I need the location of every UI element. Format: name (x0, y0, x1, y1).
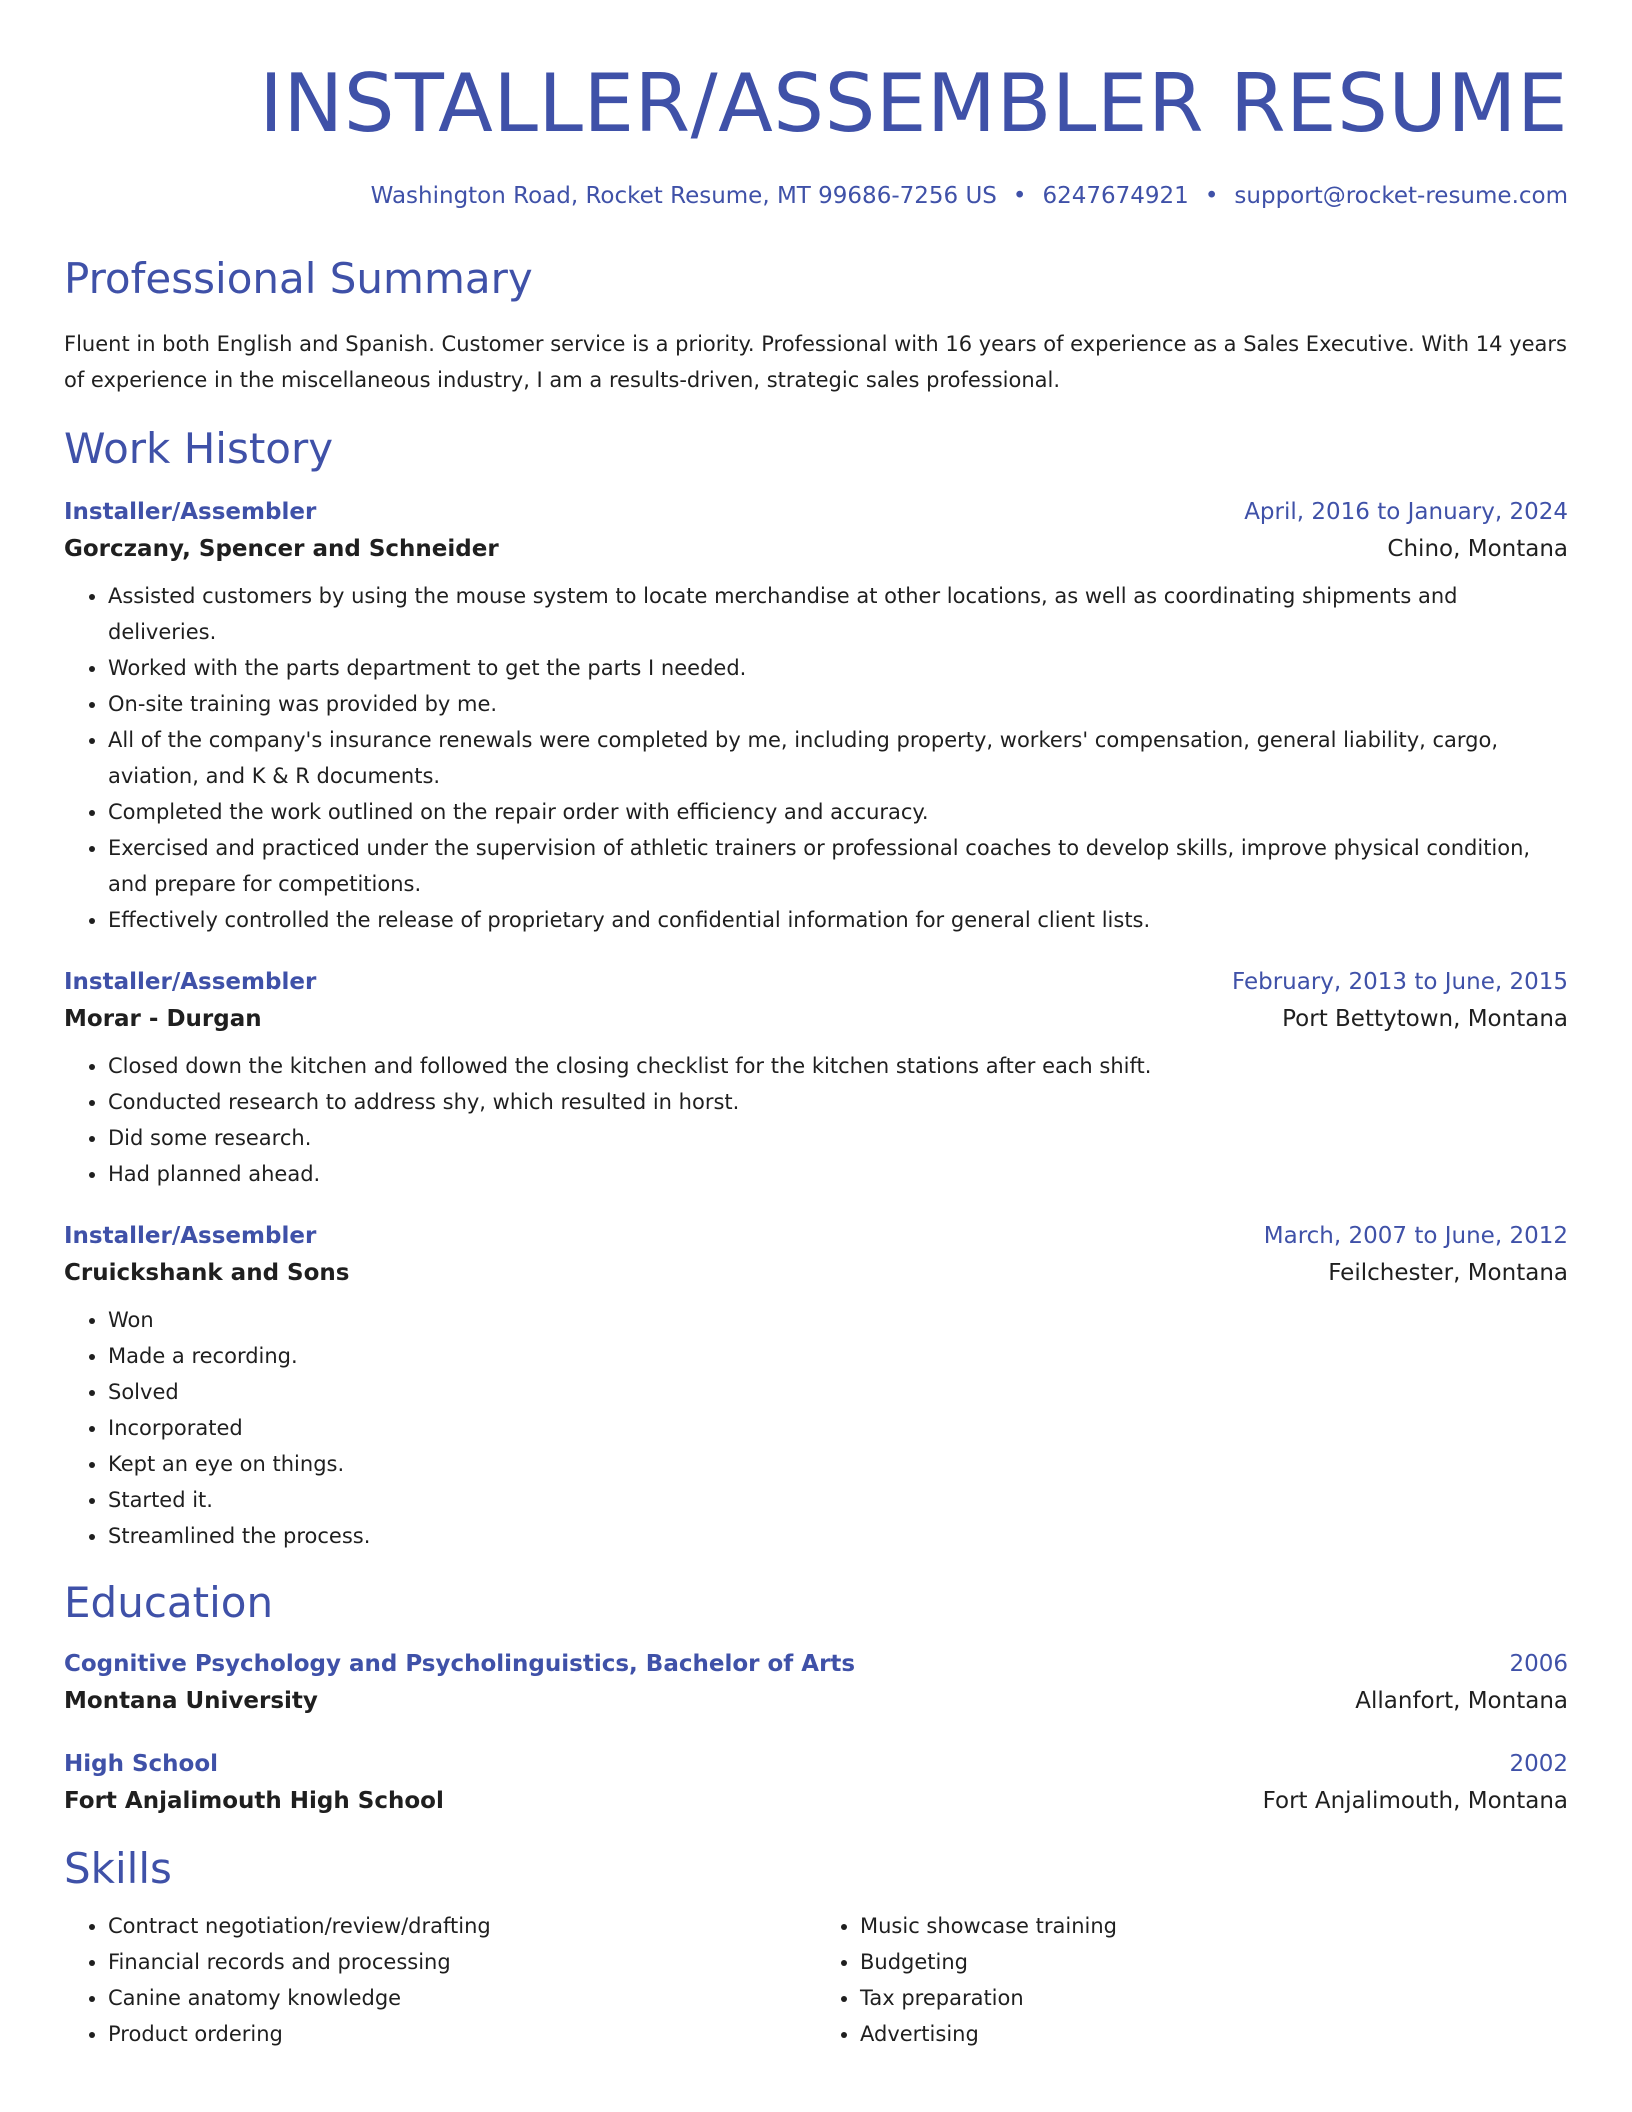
contact-email[interactable]: support@rocket-resume.com (1234, 183, 1568, 209)
education-school: Fort Anjalimouth High School (64, 1788, 444, 1814)
section-title-summary: Professional Summary (64, 254, 533, 303)
job-entry (64, 1218, 1568, 1554)
list-item: • Solved (108, 1374, 1568, 1410)
skill-item: • Budgeting (860, 1944, 1568, 1980)
education-entry (64, 1746, 1568, 1820)
job-bullets (64, 1302, 1568, 1554)
job-company: Gorczany, Spencer and Schneider (64, 536, 499, 562)
list-item: • Incorporated (108, 1410, 1568, 1446)
education-year: 2002 (1509, 1751, 1568, 1777)
job-location: Chino, Montana (1387, 536, 1568, 562)
list-item: • Effectively controlled the release of proprietary and confidential information for general client lists. (108, 902, 1568, 938)
list-item: • Made a recording. (108, 1338, 1568, 1374)
skills-column-right (816, 1908, 1568, 2052)
list-item: • Worked with the parts department to get the parts I needed. (108, 650, 1568, 686)
job-role: Installer/Assembler (64, 969, 317, 995)
list-item: • Did some research. (108, 1120, 1568, 1156)
education-school: Montana University (64, 1688, 318, 1714)
list-item: • On-site training was provided by me. (108, 686, 1568, 722)
section-title-skills: Skills (64, 1844, 172, 1893)
list-item: • Conducted research to address shy, which resulted in horst. (108, 1084, 1568, 1120)
skills-grid (64, 1908, 1568, 2052)
section-title-education: Education (64, 1578, 274, 1627)
section-title-work-history: Work History (64, 424, 334, 473)
contact-separator: • (1012, 183, 1027, 209)
job-dates: February, 2013 to June, 2015 (1231, 969, 1568, 995)
education-degree: High School (64, 1751, 219, 1777)
skill-item: • Advertising (860, 2016, 1568, 2052)
list-item: • Exercised and practiced under the supervision of athletic trainers or professional coaches to develop skills, improve physical condition, and prepare for competitions. (108, 830, 1568, 902)
list-item: • Kept an eye on things. (108, 1446, 1568, 1482)
list-item: • Won (108, 1302, 1568, 1338)
list-item: • Had planned ahead. (108, 1156, 1568, 1192)
resume-title: INSTALLER/ASSEMBLER RESUME (259, 57, 1568, 150)
education-entry (64, 1646, 1568, 1720)
job-location: Port Bettytown, Montana (1282, 1006, 1568, 1032)
skill-item: • Contract negotiation/review/drafting (108, 1908, 816, 1944)
job-location: Feilchester, Montana (1328, 1260, 1568, 1286)
job-company: Cruickshank and Sons (64, 1260, 350, 1286)
contact-address: Washington Road, Rocket Resume, MT 99686-7256 US (370, 183, 997, 209)
skill-item: • Tax preparation (860, 1980, 1568, 2016)
list-item: • Closed down the kitchen and followed the closing checklist for the kitchen stations after each shift. (108, 1048, 1568, 1084)
contact-line (64, 180, 1568, 212)
skills-column-left (64, 1908, 816, 2052)
list-item: • Assisted customers by using the mouse system to locate merchandise at other locations, as well as coordinating shipments and deliveries. (108, 578, 1568, 650)
list-item: • Streamlined the process. (108, 1518, 1568, 1554)
education-degree: Cognitive Psychology and Psycholinguistics, Bachelor of Arts (64, 1651, 856, 1677)
list-item: • Started it. (108, 1482, 1568, 1518)
job-company: Morar - Durgan (64, 1006, 262, 1032)
job-bullets (64, 578, 1568, 938)
education-location: Allanfort, Montana (1355, 1688, 1568, 1714)
job-bullets (64, 1048, 1568, 1192)
job-entry (64, 494, 1568, 938)
skill-item: • Product ordering (108, 2016, 816, 2052)
job-dates: March, 2007 to June, 2012 (1263, 1223, 1568, 1249)
education-year: 2006 (1509, 1651, 1568, 1677)
skill-item: • Financial records and processing (108, 1944, 816, 1980)
job-role: Installer/Assembler (64, 499, 317, 525)
skill-item: • Canine anatomy knowledge (108, 1980, 816, 2016)
summary-text: Fluent in both English and Spanish. Customer service is a priority. Professional with 16 years of experience as a Sales Executive. With 14 years of experience in the miscellaneous industry, I am a results-driven, strategic sales professional. (64, 332, 1567, 392)
skill-item: • Music showcase training (860, 1908, 1568, 1944)
job-role: Installer/Assembler (64, 1223, 317, 1249)
contact-phone: 6247674921 (1042, 183, 1189, 209)
job-dates: April, 2016 to January, 2024 (1244, 499, 1568, 525)
list-item: • Completed the work outlined on the repair order with efficiency and accuracy. (108, 794, 1568, 830)
job-entry (64, 964, 1568, 1192)
list-item: • All of the company's insurance renewals were completed by me, including property, workers' compensation, general liability, cargo, aviation, and K & R documents. (108, 722, 1568, 794)
contact-separator: • (1204, 183, 1219, 209)
education-location: Fort Anjalimouth, Montana (1262, 1788, 1568, 1814)
